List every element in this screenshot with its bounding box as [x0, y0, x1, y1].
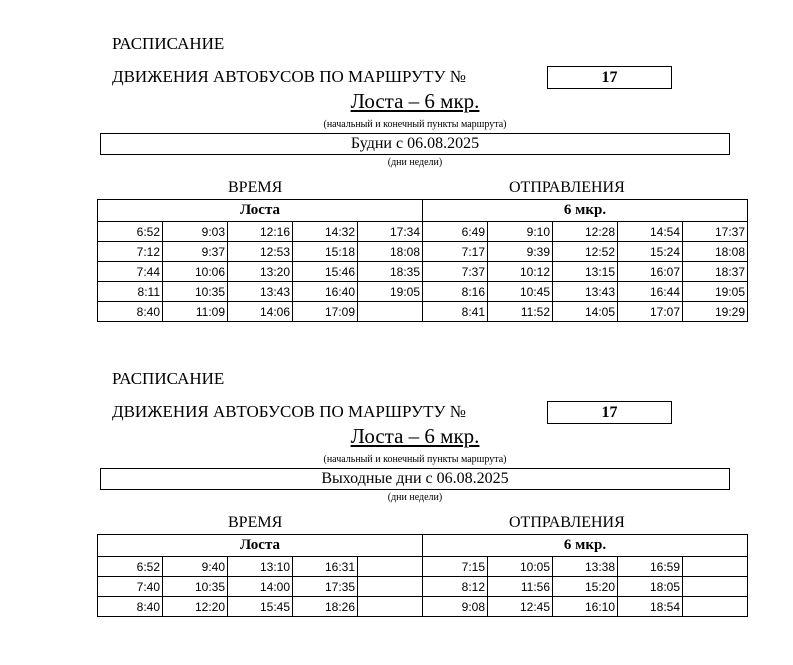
- time-cell: 15:45: [228, 597, 293, 617]
- route-name: Лоста – 6 мкр.: [350, 424, 480, 448]
- days-hint: (дни недели): [387, 492, 443, 503]
- time-cell: 6:52: [98, 222, 163, 242]
- time-cell: 10:06: [163, 262, 228, 282]
- schedule-subtitle: ДВИЖЕНИЯ АВТОБУСОВ ПО МАРШРУТУ №: [112, 67, 466, 86]
- days-box: Будни с 06.08.2025: [100, 133, 730, 155]
- time-cell: 19:29: [683, 302, 748, 322]
- timetable: [97, 534, 748, 617]
- time-cell: 15:18: [293, 242, 358, 262]
- schedule-title: РАСПИСАНИЕ: [112, 369, 225, 388]
- time-cell: 11:52: [488, 302, 553, 322]
- header-time: ВРЕМЯ: [228, 514, 283, 531]
- route-number-box: 17: [547, 401, 672, 424]
- time-cell: 18:26: [293, 597, 358, 617]
- time-cell: 18:08: [683, 242, 748, 262]
- header-departure: ОТПРАВЛЕНИЯ: [509, 179, 625, 196]
- time-cell: 7:40: [98, 577, 163, 597]
- time-cell: 13:20: [228, 262, 293, 282]
- stop-right: 6 мкр.: [423, 535, 748, 557]
- time-cell: 11:56: [488, 577, 553, 597]
- time-cell: 10:35: [163, 282, 228, 302]
- time-cell: [683, 557, 748, 577]
- time-cell: 12:20: [163, 597, 228, 617]
- time-cell: 18:08: [358, 242, 423, 262]
- time-cell: 6:52: [98, 557, 163, 577]
- time-cell: 8:11: [98, 282, 163, 302]
- time-cell: 16:07: [618, 262, 683, 282]
- table-row: [98, 242, 748, 262]
- time-cell: 8:40: [98, 597, 163, 617]
- time-cell: 18:54: [618, 597, 683, 617]
- route-hint: (начальный и конечный пункты маршрута): [323, 119, 507, 130]
- table-row: [98, 222, 748, 242]
- time-cell: 15:46: [293, 262, 358, 282]
- table-row: [98, 557, 748, 577]
- schedule-title: РАСПИСАНИЕ: [112, 34, 225, 53]
- time-cell: 14:06: [228, 302, 293, 322]
- time-cell: 7:44: [98, 262, 163, 282]
- time-cell: 7:37: [423, 262, 488, 282]
- time-cell: [358, 302, 423, 322]
- time-cell: 7:15: [423, 557, 488, 577]
- time-cell: 8:41: [423, 302, 488, 322]
- time-cell: 8:12: [423, 577, 488, 597]
- time-cell: 18:05: [618, 577, 683, 597]
- time-cell: 16:59: [618, 557, 683, 577]
- time-cell: 10:35: [163, 577, 228, 597]
- time-cell: 16:31: [293, 557, 358, 577]
- table-row: [98, 597, 748, 617]
- schedule-weekdays: [0, 0, 793, 330]
- time-cell: 16:40: [293, 282, 358, 302]
- time-cell: 19:05: [358, 282, 423, 302]
- table-row: [98, 282, 748, 302]
- time-cell: 7:12: [98, 242, 163, 262]
- time-cell: [358, 557, 423, 577]
- time-cell: 12:28: [553, 222, 618, 242]
- time-cell: [358, 597, 423, 617]
- schedule-weekends: [0, 335, 793, 665]
- time-cell: 11:09: [163, 302, 228, 322]
- time-cell: 15:24: [618, 242, 683, 262]
- time-cell: [683, 577, 748, 597]
- time-cell: 10:05: [488, 557, 553, 577]
- stop-row: [98, 200, 748, 222]
- time-cell: 6:49: [423, 222, 488, 242]
- time-cell: 9:40: [163, 557, 228, 577]
- time-cell: 17:35: [293, 577, 358, 597]
- time-cell: [683, 597, 748, 617]
- time-cell: 12:52: [553, 242, 618, 262]
- schedule-subtitle: ДВИЖЕНИЯ АВТОБУСОВ ПО МАРШРУТУ №: [112, 402, 466, 421]
- time-cell: 7:17: [423, 242, 488, 262]
- time-cell: 10:45: [488, 282, 553, 302]
- time-cell: 18:35: [358, 262, 423, 282]
- table-row: [98, 302, 748, 322]
- stop-right: 6 мкр.: [423, 200, 748, 222]
- stop-row: [98, 535, 748, 557]
- time-cell: 14:05: [553, 302, 618, 322]
- time-cell: 9:03: [163, 222, 228, 242]
- time-cell: 12:53: [228, 242, 293, 262]
- route-name: Лоста – 6 мкр.: [350, 89, 480, 113]
- time-cell: 18:37: [683, 262, 748, 282]
- time-cell: 13:43: [228, 282, 293, 302]
- stop-left: Лоста: [98, 200, 423, 222]
- time-cell: 17:09: [293, 302, 358, 322]
- time-cell: 13:10: [228, 557, 293, 577]
- time-cell: 9:39: [488, 242, 553, 262]
- time-cell: 17:34: [358, 222, 423, 242]
- time-cell: 13:43: [553, 282, 618, 302]
- time-cell: 13:38: [553, 557, 618, 577]
- stop-left: Лоста: [98, 535, 423, 557]
- time-cell: 9:37: [163, 242, 228, 262]
- time-cell: 9:08: [423, 597, 488, 617]
- time-cell: 8:40: [98, 302, 163, 322]
- table-row: [98, 262, 748, 282]
- days-box: Выходные дни с 06.08.2025: [100, 468, 730, 490]
- time-cell: 19:05: [683, 282, 748, 302]
- timetable: [97, 199, 748, 322]
- time-cell: 14:32: [293, 222, 358, 242]
- time-cell: 16:44: [618, 282, 683, 302]
- time-cell: 12:16: [228, 222, 293, 242]
- route-number-box: 17: [547, 66, 672, 89]
- table-row: [98, 577, 748, 597]
- header-time: ВРЕМЯ: [228, 179, 283, 196]
- header-departure: ОТПРАВЛЕНИЯ: [509, 514, 625, 531]
- time-cell: 13:15: [553, 262, 618, 282]
- time-cell: 17:07: [618, 302, 683, 322]
- time-cell: 17:37: [683, 222, 748, 242]
- time-cell: 16:10: [553, 597, 618, 617]
- time-cell: 14:54: [618, 222, 683, 242]
- time-cell: 12:45: [488, 597, 553, 617]
- days-hint: (дни недели): [387, 157, 443, 168]
- route-hint: (начальный и конечный пункты маршрута): [323, 454, 507, 465]
- time-cell: 8:16: [423, 282, 488, 302]
- time-cell: [358, 577, 423, 597]
- time-cell: 10:12: [488, 262, 553, 282]
- time-cell: 9:10: [488, 222, 553, 242]
- time-cell: 14:00: [228, 577, 293, 597]
- time-cell: 15:20: [553, 577, 618, 597]
